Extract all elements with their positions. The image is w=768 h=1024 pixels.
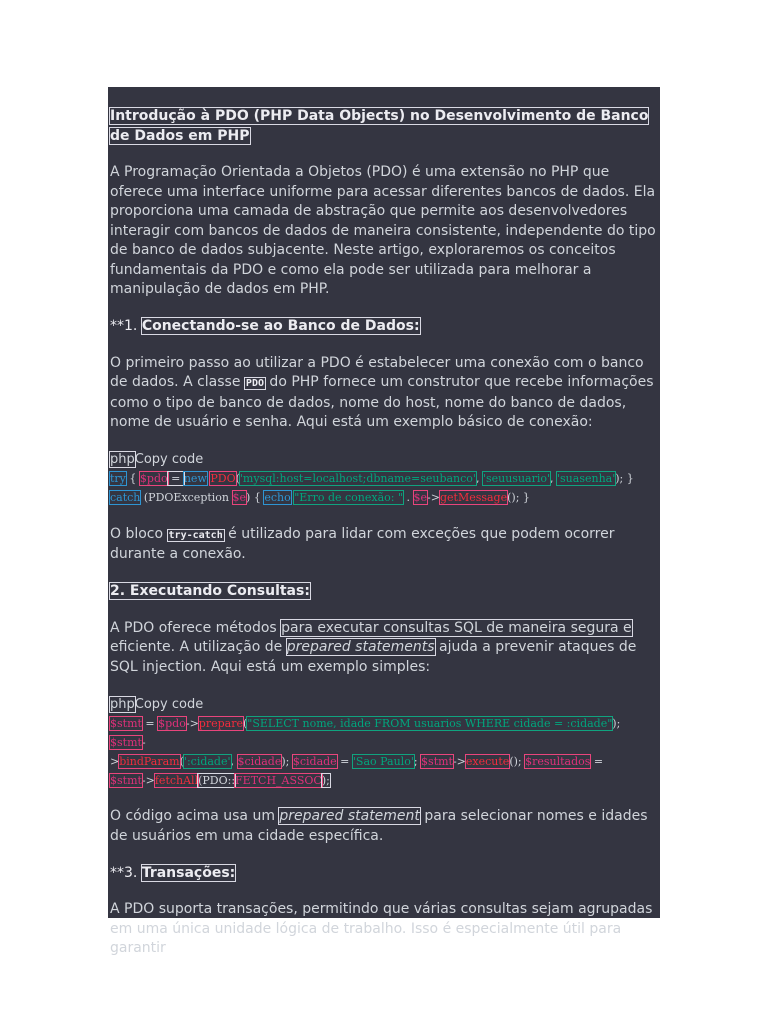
code-body-connection: [110, 469, 656, 507]
code-line: [110, 714, 656, 752]
code-token: $pdo: [158, 716, 186, 730]
code-token: ->: [452, 754, 466, 768]
code-line: [110, 488, 656, 507]
section-3-heading-text: Transações:: [141, 864, 236, 881]
code-token: >: [110, 754, 120, 768]
section-1-heading: [110, 317, 656, 337]
code-block-header: [110, 450, 656, 469]
code-token: $stmt: [421, 754, 453, 768]
section-2-text-a: A PDO oferece métodos: [110, 619, 282, 636]
copy-code-button[interactable]: Copy code: [134, 696, 204, 712]
section-1-paragraph-1: [110, 354, 656, 433]
code-token: bindParam: [119, 754, 180, 768]
article-title-text: Introdução à PDO (PHP Data Objects) no Desenvolvimento de Banco de Dados em PHP: [110, 108, 649, 144]
section-2-paragraph-2: [110, 807, 656, 846]
section-1-text-b: do PHP fornece um construtor que recebe informações como o tipo de banco de dados, nome do host, nome do banco de dados, nome de usuário e senha. Aqui está um exemplo básico de conexão:: [110, 374, 654, 430]
code-token: $cidade: [237, 754, 282, 768]
inline-code-pdo: PDO: [245, 378, 264, 389]
code-token: ,: [550, 472, 558, 485]
code-token: $e: [232, 491, 247, 504]
code-token: new: [183, 472, 207, 485]
code-token: 'seuusuario': [482, 472, 551, 485]
code-token: $pdo: [139, 472, 168, 485]
code-token: {: [125, 472, 140, 485]
section-2-boxed-text: para executar consultas SQL de maneira segura e: [281, 619, 632, 636]
code-line: [110, 752, 656, 771]
code-line: [110, 771, 656, 790]
code-token: fetchAll: [154, 773, 199, 787]
section-2-text-b: eficiente. A utilização de: [110, 639, 287, 655]
code-token: prepare: [198, 716, 243, 730]
code-token: PDO: [210, 472, 236, 485]
code-token: ();: [509, 754, 526, 768]
section-1-heading-text: Conectando-se ao Banco de Dados:: [141, 318, 420, 334]
code-block-query: [110, 695, 656, 790]
section-1-text-a: O primeiro passo ao utilizar a PDO é estabelecer uma conexão com o banco de dados. A classe: [110, 354, 644, 390]
code-token: "SELECT nome, idade FROM usuarios WHERE cidade = :cidade": [247, 716, 613, 730]
code-token: execute: [465, 754, 510, 768]
section-2-p2-text-a: O código acima usa um: [110, 808, 280, 824]
code-token: ) {: [246, 491, 265, 504]
code-token: $stmt: [110, 716, 142, 730]
section-2-paragraph-1: [110, 619, 656, 678]
code-block-connection: [110, 450, 656, 507]
code-token: ,: [475, 472, 483, 485]
section-3-paragraph-1: A PDO suporta transações, permitindo que várias consultas sejam agrupadas em uma única unidade lógica de trabalho. Isso é especialmente útil para garantir: [110, 901, 653, 956]
code-token: 'suasenha': [557, 472, 616, 485]
code-token: (: [242, 716, 248, 730]
code-token: ;: [413, 754, 422, 768]
code-line: [110, 469, 656, 488]
code-token: );: [612, 716, 621, 730]
inline-code-try-catch: try-catch: [168, 529, 223, 541]
intro-paragraph: A Programação Orientada a Objetos (PDO) é uma extensão no PHP que oferece uma interface uniforme para acessar diferentes bancos de dados. Ela proporciona uma camada de abstração que permite aos desenvolvedores interagir com bancos de dados de maneira consistente, independente do tipo de banco de dados subjacente. Neste artigo, exploraremos os conceitos fundamentais da PDO e como ela pode ser utilizada para melhorar a manipulação de dados em PHP.: [110, 164, 656, 297]
section-3-prefix: **3.: [110, 864, 142, 881]
code-token: FETCH_ASSOC: [235, 773, 322, 787]
code-token: =: [167, 472, 184, 485]
code-token: -: [141, 735, 146, 749]
section-3-heading: [110, 864, 656, 884]
section-1-prefix: **1.: [110, 318, 142, 334]
article-body: [108, 87, 656, 959]
code-token: $stmt: [110, 773, 142, 787]
code-language-label: php: [110, 452, 135, 467]
code-token: ,: [230, 754, 238, 768]
code-token: catch: [110, 491, 141, 504]
code-token: ); }: [615, 472, 634, 485]
article-title: [110, 107, 656, 146]
section-2-heading: [110, 582, 656, 602]
code-token: ->: [427, 491, 440, 504]
code-token: $cidade: [292, 754, 337, 768]
code-block-header: [110, 695, 656, 714]
section-2-heading-text: 2. Executando Consultas:: [110, 583, 310, 599]
code-token: ->: [185, 716, 199, 730]
code-token: try: [110, 472, 126, 485]
code-token: ':cidade': [183, 754, 231, 768]
code-token: $resultados: [525, 754, 591, 768]
code-token: (PDO::: [198, 773, 236, 787]
emphasis-prepared-statements: prepared statements: [286, 639, 435, 655]
code-token: (); }: [507, 491, 530, 504]
code-token: =: [590, 754, 604, 768]
emphasis-prepared-statement: prepared statement: [279, 808, 420, 824]
code-token: (PDOException: [140, 491, 233, 504]
try-catch-text-a: O bloco: [110, 525, 168, 542]
code-token: );: [321, 773, 330, 787]
code-token: $e: [413, 491, 428, 504]
code-body-query: [110, 714, 656, 790]
code-token: $stmt: [110, 735, 142, 749]
code-token: =: [336, 754, 353, 768]
code-token: getMessage: [439, 491, 508, 504]
section-2-p2-text-b: para selecionar nomes e idades de usuários em uma cidade específica.: [110, 808, 648, 844]
code-token: 'mysql:host=localhost;dbname=seubanco': [239, 472, 476, 485]
code-language-label: php: [110, 696, 135, 712]
document-page: [108, 87, 660, 956]
section-2-text-c: ajuda a prevenir ataques de SQL injection. Aqui está um exemplo simples:: [110, 639, 637, 675]
code-token: ->: [141, 773, 155, 787]
code-token: "Erro de conexão: ": [294, 491, 404, 504]
copy-code-button[interactable]: Copy code: [134, 452, 204, 467]
try-catch-text-b: é utilizado para lidar com exceções que podem ocorrer durante a conexão.: [110, 525, 615, 562]
code-token: (: [235, 472, 240, 485]
code-token: echo: [264, 491, 291, 504]
code-token: .: [403, 491, 414, 504]
code-token: );: [281, 754, 293, 768]
section-1-paragraph-2: [110, 525, 656, 565]
code-token: =: [141, 716, 159, 730]
code-token: 'Sao Paulo': [352, 754, 414, 768]
code-token: (: [179, 754, 184, 768]
